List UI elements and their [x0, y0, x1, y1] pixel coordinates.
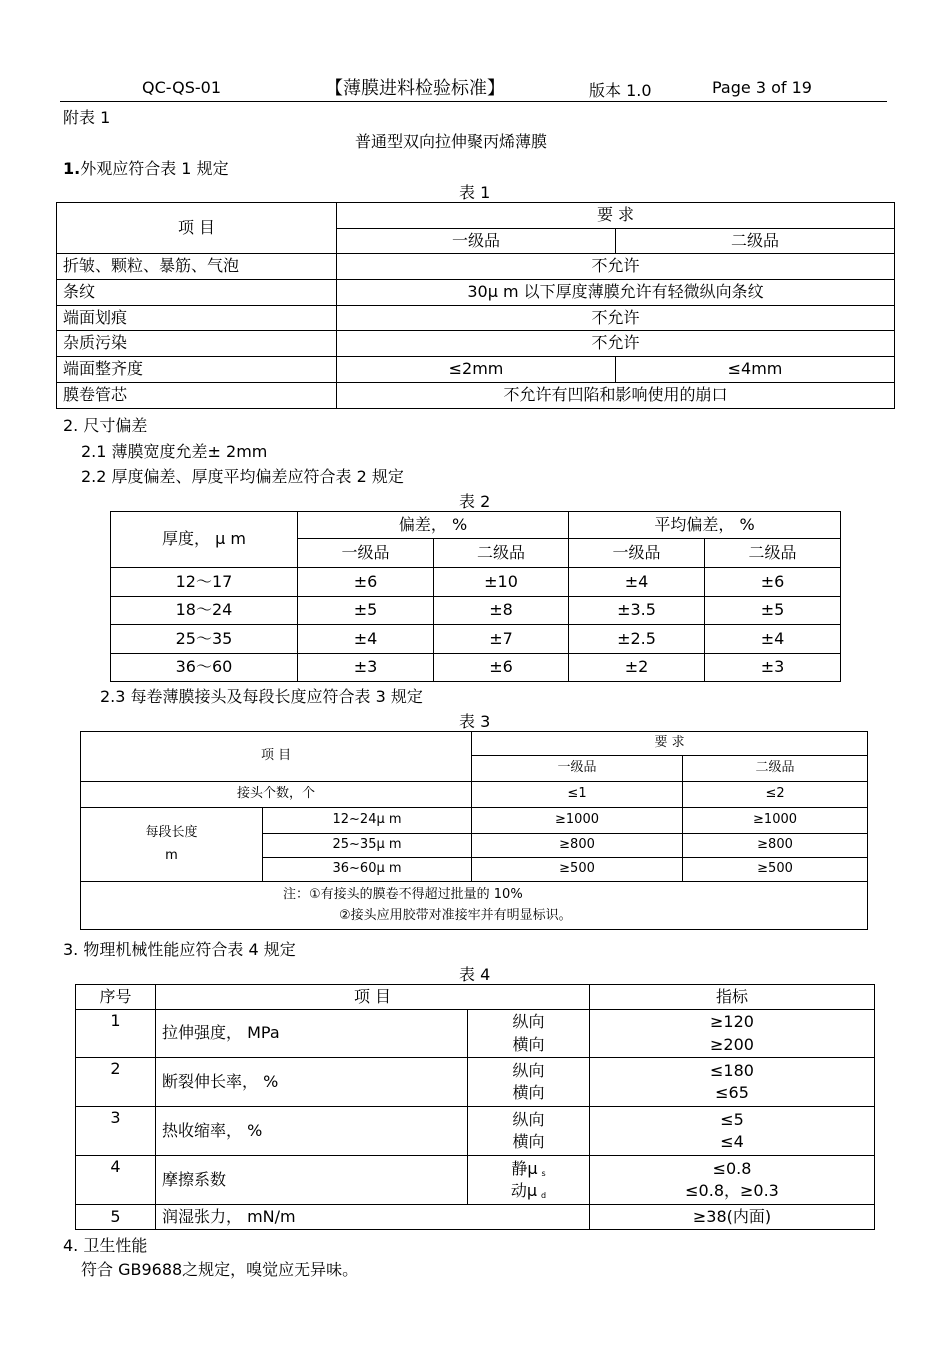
- table-1-item: 条纹: [57, 280, 337, 306]
- index-value-1: ≤0.8: [712, 1158, 752, 1178]
- index-value-2: ≥200: [710, 1034, 754, 1054]
- table-4-index: [590, 1107, 875, 1156]
- page-number: Page 3 of 19: [712, 78, 812, 97]
- thickness-deviation-table: [110, 511, 841, 682]
- table-3-joint-count-label: 接头个数，个: [81, 782, 472, 808]
- index-value-2: ≤65: [715, 1083, 749, 1102]
- friction-dynamic-label: 动μ: [510, 1181, 538, 1200]
- doc-title: 【薄膜进料检验标准】: [325, 78, 505, 99]
- table-4-header-item: 项 目: [156, 985, 590, 1010]
- table-3-joint-count-grade-2: ≤2: [683, 782, 868, 808]
- table-4-row-number: 5: [76, 1205, 156, 1230]
- main-title: 普通型双向拉伸聚丙烯薄膜: [355, 132, 548, 151]
- table-4-direction: [468, 1107, 590, 1156]
- table-3-cell: ≥500: [472, 858, 683, 882]
- table-4-row-number: 1: [76, 1010, 156, 1058]
- table-row: [111, 625, 841, 654]
- table-4-row-number: 3: [76, 1107, 156, 1156]
- section-1-heading: [63, 156, 229, 179]
- segment-length-label-line-1: 每段长度: [145, 824, 198, 840]
- joint-length-table: [80, 731, 868, 930]
- table-4-item: 断裂伸长率， %: [156, 1058, 468, 1107]
- section-2-heading: 2. 尺寸偏差: [63, 416, 148, 435]
- table-3-header-grade-1: 一级品: [472, 756, 683, 782]
- appearance-table: [56, 202, 895, 409]
- direction-longitudinal: 纵向: [512, 1060, 545, 1080]
- table-4-header-index: 指标: [590, 985, 875, 1010]
- table-1-caption: 表 1: [459, 183, 491, 202]
- table-1-value: 不允许: [337, 306, 895, 331]
- table-4-item: 拉伸强度， MPa: [156, 1010, 468, 1058]
- table-2-cell: ±4: [569, 568, 705, 597]
- table-4-index: [590, 1156, 875, 1205]
- table-3-cell: ≥1000: [472, 808, 683, 834]
- table-1-item: 端面整齐度: [57, 357, 337, 383]
- table-1-header-item: 项 目: [57, 203, 337, 254]
- direction-longitudinal: 纵向: [512, 1012, 545, 1032]
- table-2-cell: ±7: [434, 625, 569, 654]
- index-value-1: ≥120: [710, 1012, 754, 1032]
- table-3-cell: ≥800: [683, 834, 868, 858]
- table-1-item: 折皱、颗粒、暴筋、气泡: [57, 254, 337, 280]
- table-3-note-2: ②接头应用胶带对准接牢并有明显标识。: [339, 907, 572, 923]
- table-row: [57, 280, 895, 306]
- table-4-direction: [468, 1058, 590, 1107]
- table-2-cell: ±3: [705, 654, 841, 682]
- table-row: [57, 383, 895, 409]
- table-2-header-average-deviation: 平均偏差， %: [569, 512, 841, 539]
- table-4-item: 润湿张力， mN/m: [156, 1205, 590, 1230]
- table-row: [57, 357, 895, 383]
- friction-static: [468, 1160, 589, 1178]
- index-value-2: ≤4: [720, 1132, 744, 1151]
- table-4-item: 摩擦系数: [156, 1156, 468, 1205]
- section-4-heading: 4. 卫生性能: [63, 1236, 148, 1255]
- table-2-header-thickness: 厚度， μ m: [111, 512, 298, 568]
- table-row: [76, 1010, 875, 1058]
- table-row: [111, 654, 841, 682]
- appendix-label: 附表 1: [63, 108, 111, 127]
- table-row: [57, 331, 895, 357]
- table-2-cell: ±2.5: [569, 625, 705, 654]
- table-2-cell: ±5: [705, 597, 841, 625]
- table-3-cell: ≥800: [472, 834, 683, 858]
- table-1-value: 30μ m 以下厚度薄膜允许有轻微纵向条纹: [337, 280, 895, 306]
- table-row: [76, 1107, 875, 1156]
- table-1-item: 膜卷管芯: [57, 383, 337, 409]
- doc-version: 版本 1.0: [589, 81, 652, 100]
- index-value-1: ≤180: [710, 1060, 754, 1080]
- table-2-cell: ±8: [434, 597, 569, 625]
- table-2-cell: ±4: [705, 625, 841, 654]
- table-4-row-number: 2: [76, 1058, 156, 1107]
- index-value-1: ≤5: [720, 1109, 744, 1129]
- section-1-text: 外观应符合表 1 规定: [80, 159, 229, 178]
- table-row: [76, 1058, 875, 1107]
- section-3-heading: 3. 物理机械性能应符合表 4 规定: [63, 940, 296, 959]
- table-1-grade-2-value: ≤4mm: [616, 357, 895, 383]
- table-3-header-item: 项 目: [81, 732, 472, 782]
- table-row: [76, 1156, 875, 1205]
- table-row: [81, 882, 868, 930]
- table-1-value: 不允许: [337, 331, 895, 357]
- table-1-value: 不允许: [337, 254, 895, 280]
- table-3-cell: ≥500: [683, 858, 868, 882]
- table-2-cell: ±6: [434, 654, 569, 682]
- table-4-direction: [468, 1156, 590, 1205]
- direction-transverse: 横向: [512, 1034, 545, 1054]
- table-4-direction: [468, 1010, 590, 1058]
- direction-transverse: 横向: [512, 1083, 545, 1102]
- table-1-header-grade-1: 一级品: [337, 229, 616, 254]
- table-3-header-grade-2: 二级品: [683, 756, 868, 782]
- table-3-cell: 25~35μ m: [263, 834, 472, 858]
- table-1-header-grade-2: 二级品: [616, 229, 895, 254]
- friction-static-label: 静μ: [511, 1158, 538, 1178]
- table-row: [111, 597, 841, 625]
- table-2-header-grade-2: 二级品: [705, 539, 841, 568]
- table-3-header-requirement: 要 求: [472, 732, 868, 756]
- table-4-row-number: 4: [76, 1156, 156, 1205]
- table-2-header-grade-1: 一级品: [569, 539, 705, 568]
- table-2-cell: ±10: [434, 568, 569, 597]
- table-3-note-1: 注：①有接头的膜卷不得超过批量的 10%: [283, 886, 523, 902]
- table-1-value: 不允许有凹陷和影响使用的崩口: [337, 383, 895, 409]
- table-2-cell: ±3: [298, 654, 434, 682]
- table-2-cell: ±6: [705, 568, 841, 597]
- section-1-number: 1.: [63, 159, 81, 178]
- doc-code: QC-QS-01: [142, 78, 222, 97]
- table-1-grade-1-value: ≤2mm: [337, 357, 616, 383]
- friction-static-subscript: s: [541, 1168, 546, 1178]
- table-3-joint-count-grade-1: ≤1: [472, 782, 683, 808]
- table-row: [76, 1205, 875, 1230]
- table-4-index: ≥38(内面): [590, 1205, 875, 1230]
- table-4-caption: 表 4: [459, 965, 491, 984]
- table-3-cell: 12~24μ m: [263, 808, 472, 834]
- table-2-cell: ±6: [298, 568, 434, 597]
- table-2-cell: 25～35: [111, 625, 298, 654]
- table-2-header-grade-1: 一级品: [298, 539, 434, 568]
- header-divider: [60, 101, 887, 102]
- table-2-caption: 表 2: [459, 492, 491, 511]
- section-2-2: 2.2 厚度偏差、厚度平均偏差应符合表 2 规定: [81, 467, 404, 486]
- table-3-cell: ≥1000: [683, 808, 868, 834]
- table-3-cell: 36~60μ m: [263, 858, 472, 882]
- table-2-cell: 18～24: [111, 597, 298, 625]
- table-3-notes: [81, 882, 868, 930]
- table-1-item: 端面划痕: [57, 306, 337, 331]
- table-4-header-number: 序号: [76, 985, 156, 1010]
- direction-longitudinal: 纵向: [512, 1109, 545, 1129]
- table-row: [57, 254, 895, 280]
- table-1-item: 杂质污染: [57, 331, 337, 357]
- table-row: [81, 808, 868, 834]
- table-4-index: [590, 1010, 875, 1058]
- table-row: [57, 306, 895, 331]
- table-2-cell: ±3.5: [569, 597, 705, 625]
- table-2-cell: ±5: [298, 597, 434, 625]
- table-4-index: [590, 1058, 875, 1107]
- table-2-header-deviation: 偏差， %: [298, 512, 569, 539]
- table-2-cell: 36～60: [111, 654, 298, 682]
- table-row: [111, 568, 841, 597]
- table-row: [81, 782, 868, 808]
- mechanical-properties-table: [75, 984, 875, 1230]
- table-2-header-grade-2: 二级品: [434, 539, 569, 568]
- table-4-item: 热收缩率， %: [156, 1107, 468, 1156]
- table-2-cell: 12～17: [111, 568, 298, 597]
- table-2-cell: ±4: [298, 625, 434, 654]
- friction-dynamic: [468, 1182, 589, 1200]
- table-2-cell: ±2: [569, 654, 705, 682]
- friction-dynamic-subscript: d: [541, 1191, 547, 1200]
- section-2-1: 2.1 薄膜宽度允差± 2mm: [81, 442, 268, 461]
- direction-transverse: 横向: [512, 1132, 545, 1151]
- segment-length-label-line-2: m: [165, 847, 178, 863]
- section-4-text: 符合 GB9688之规定，嗅觉应无异味。: [81, 1260, 359, 1279]
- table-3-caption: 表 3: [459, 712, 491, 731]
- table-1-header-requirement: 要 求: [337, 203, 895, 229]
- section-2-3: 2.3 每卷薄膜接头及每段长度应符合表 3 规定: [100, 687, 423, 706]
- table-3-segment-length-label: [81, 808, 263, 882]
- index-value-2: ≤0.8，≥0.3: [685, 1181, 779, 1200]
